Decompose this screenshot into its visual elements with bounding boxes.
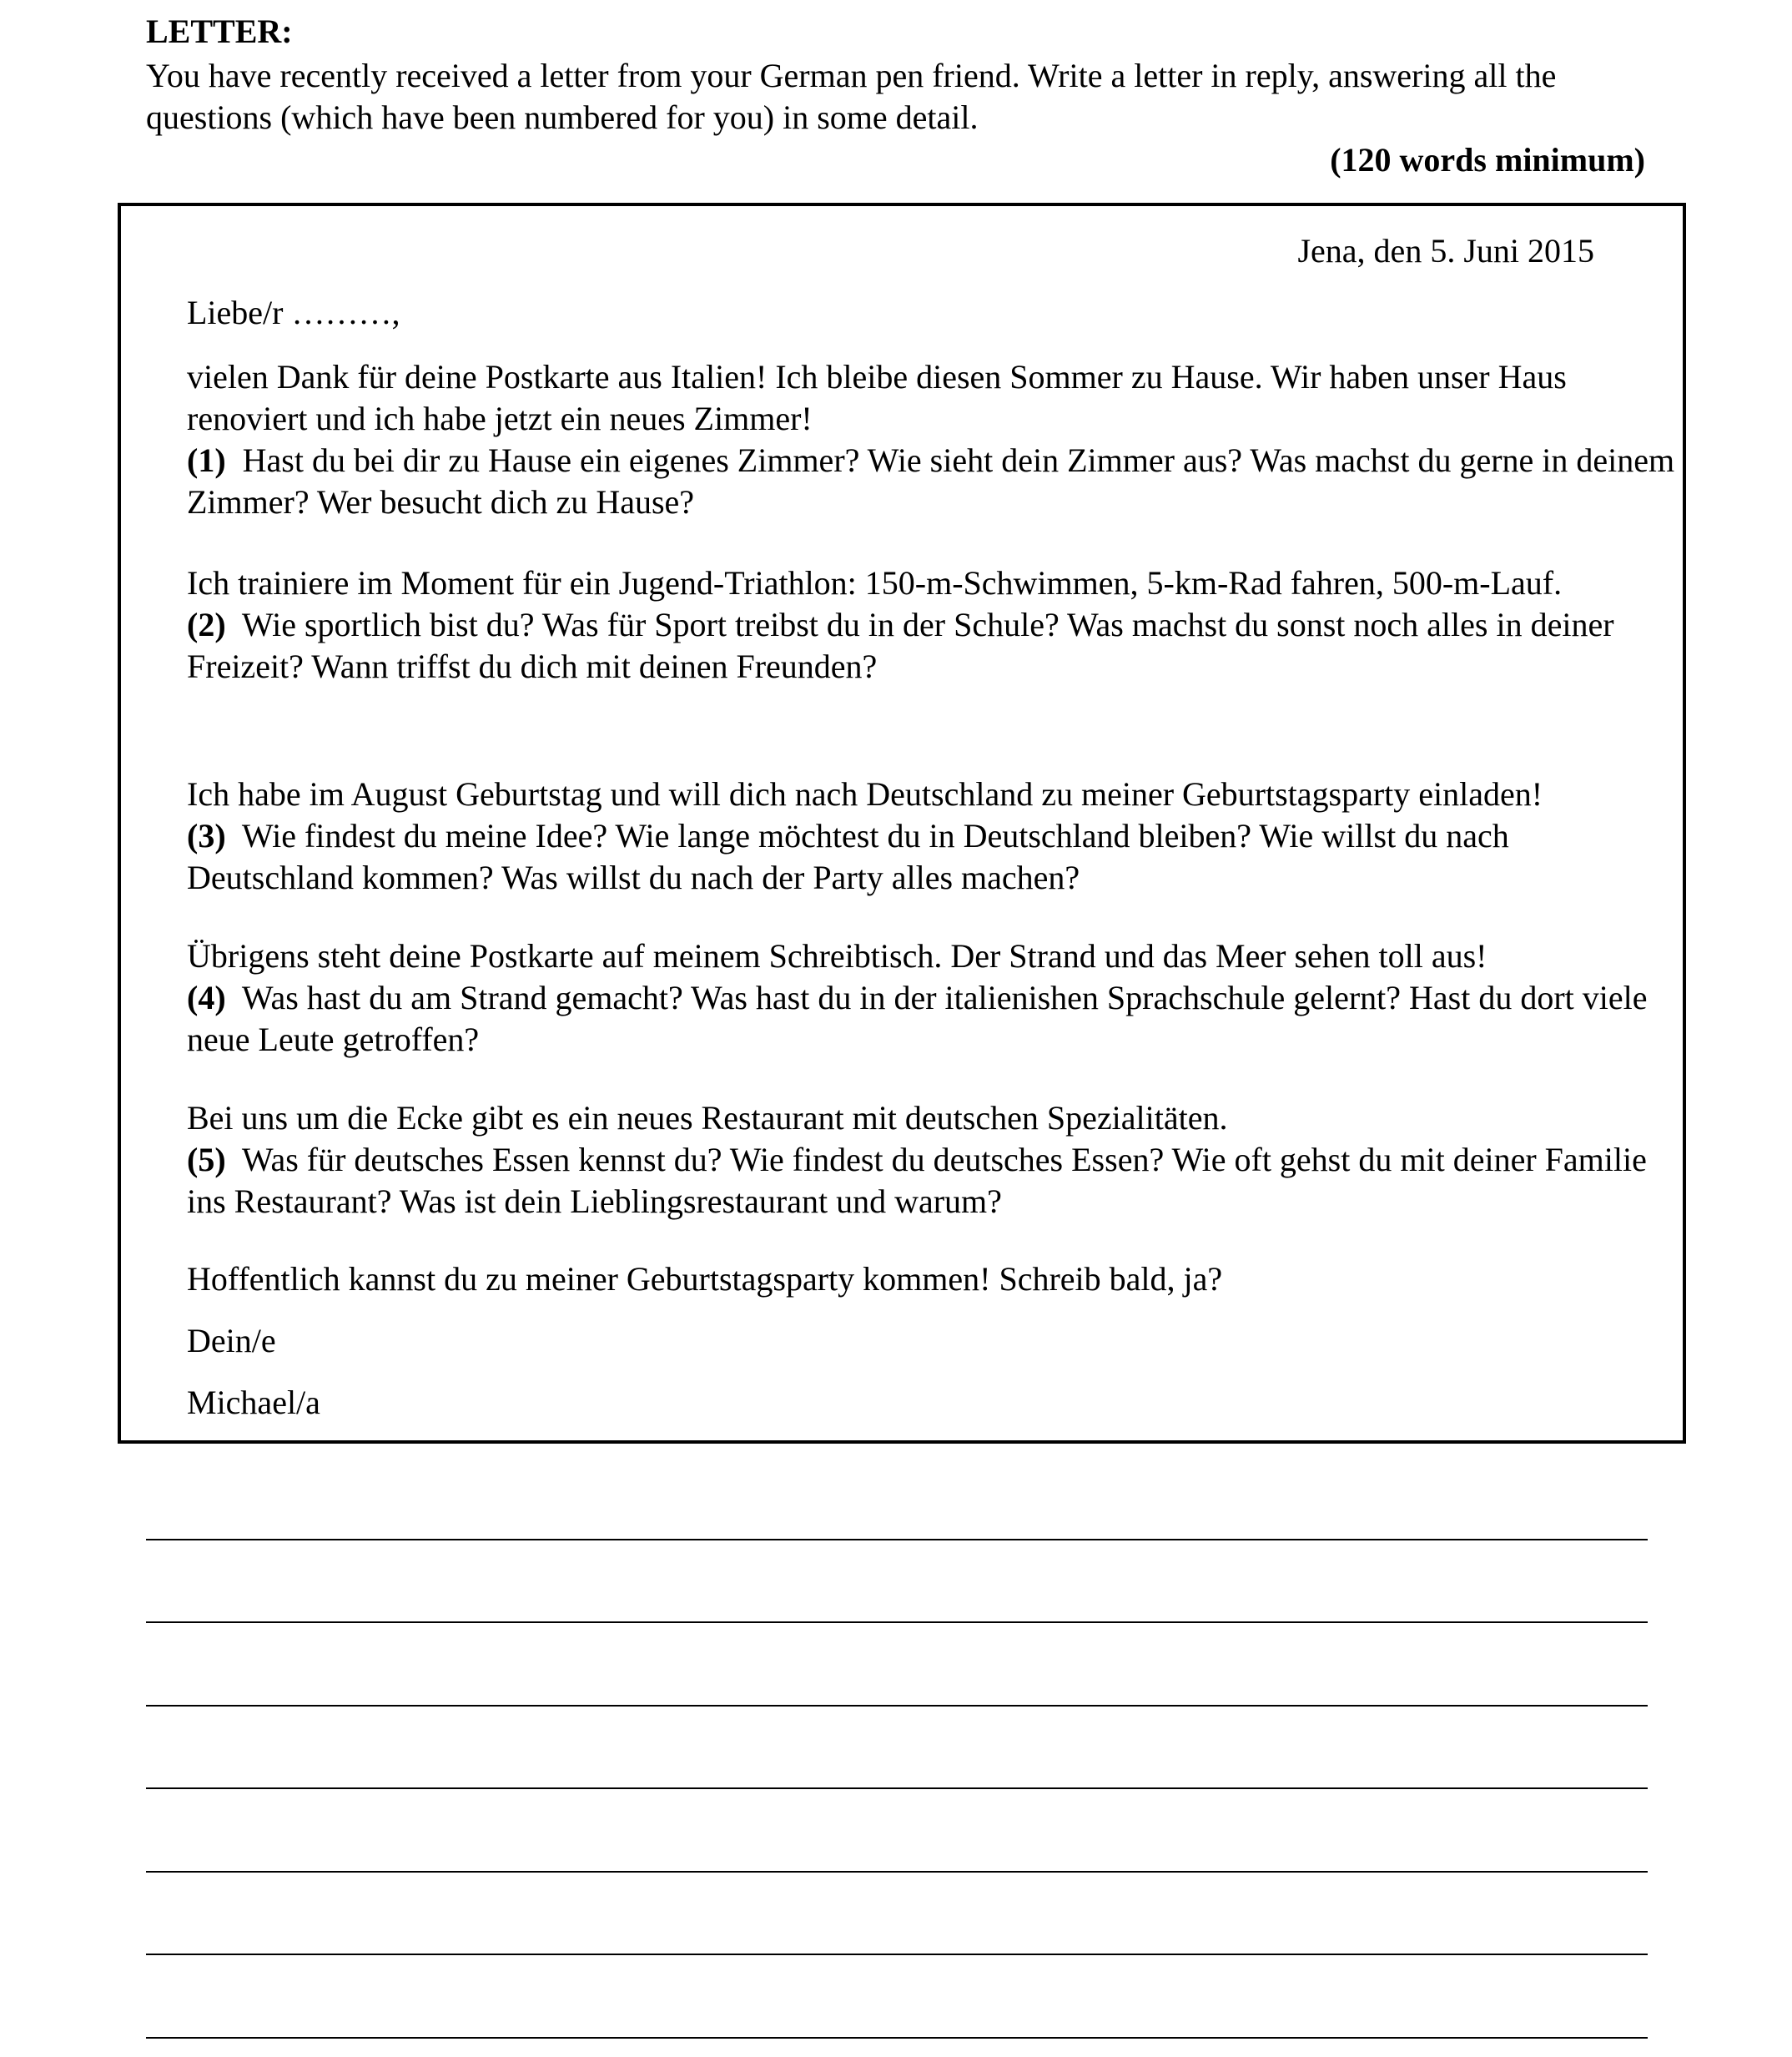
pen-friend-letter (118, 203, 1686, 1444)
question-text: Was für deutsches Essen kennst du? Wie findest du deutsches Essen? Wie oft gehst du mit deiner Familie ins Restaurant? Was ist dein Lieblingsrestaurant und warum? (187, 1141, 1647, 1220)
answer-writing-line[interactable] (146, 2037, 1648, 2039)
question-number: (5) (187, 1141, 226, 1178)
paragraph-intro: Ich trainiere im Moment für ein Jugend-Triathlon: 150-m-Schwimmen, 5-km-Rad fahren, 500-m-Lauf. (187, 564, 1563, 602)
letter-paragraph-4 (187, 935, 1680, 1061)
question-number: (4) (187, 979, 226, 1016)
question-text: Wie sportlich bist du? Was für Sport treibst du in der Schule? Was machst du sonst noch alles in deiner Freizeit? Wann triffst du dich mit deinen Freunden? (187, 606, 1614, 685)
letter-paragraph-1 (187, 356, 1680, 523)
answer-writing-line[interactable] (146, 1539, 1648, 1540)
task-instructions: You have recently received a letter from your German pen friend. Write a letter in reply, answering all the questions (which have been numbered for you) in some detail. (146, 57, 1557, 136)
question-number: (3) (187, 817, 226, 855)
question-text: Wie findest du meine Idee? Wie lange möchtest du in Deutschland bleiben? Wie willst du nach Deutschland kommen? Was willst du nach der Party alles machen? (187, 817, 1509, 896)
answer-writing-line[interactable] (146, 1954, 1648, 1955)
question-text: Hast du bei dir zu Hause ein eigenes Zimmer? Wie sieht dein Zimmer aus? Was machst du gerne in deinem Zimmer? Wer besucht dich zu Hause? (187, 441, 1675, 521)
answer-writing-line[interactable] (146, 1871, 1648, 1873)
answer-writing-line[interactable] (146, 1705, 1648, 1707)
letter-date: Jena, den 5. Juni 2015 (1297, 232, 1594, 270)
answer-writing-line[interactable] (146, 1621, 1648, 1623)
paragraph-intro: vielen Dank für deine Postkarte aus Italien! Ich bleibe diesen Sommer zu Hause. Wir haben unser Haus renoviert und ich habe jetzt ein neues Zimmer! (187, 358, 1567, 437)
answer-writing-line[interactable] (146, 1787, 1648, 1789)
letter-closing: Hoffentlich kannst du zu meiner Geburtstagsparty kommen! Schreib bald, ja? (187, 1260, 1223, 1298)
letter-paragraph-5 (187, 1097, 1680, 1223)
word-count-requirement: (120 words minimum) (1330, 141, 1645, 179)
letter-salutation: Liebe/r ………, (187, 294, 400, 331)
letter-paragraph-2 (187, 562, 1680, 688)
letter-signature: Michael/a (187, 1384, 320, 1421)
question-number: (2) (187, 606, 226, 643)
question-number: (1) (187, 441, 226, 479)
paragraph-intro: Übrigens steht deine Postkarte auf meinem Schreibtisch. Der Strand und das Meer sehen toll aus! (187, 937, 1487, 975)
question-text: Was hast du am Strand gemacht? Was hast du in der italienishen Sprachschule gelernt? Hast du dort viele neue Leute getroffen? (187, 979, 1648, 1058)
letter-sign-off: Dein/e (187, 1322, 276, 1359)
paragraph-intro: Ich habe im August Geburtstag und will dich nach Deutschland zu meiner Geburtstagsparty einladen! (187, 775, 1543, 813)
letter-paragraph-3 (187, 774, 1680, 899)
paragraph-intro: Bei uns um die Ecke gibt es ein neues Restaurant mit deutschen Spezialitäten. (187, 1099, 1228, 1137)
section-title: LETTER: (146, 13, 293, 50)
